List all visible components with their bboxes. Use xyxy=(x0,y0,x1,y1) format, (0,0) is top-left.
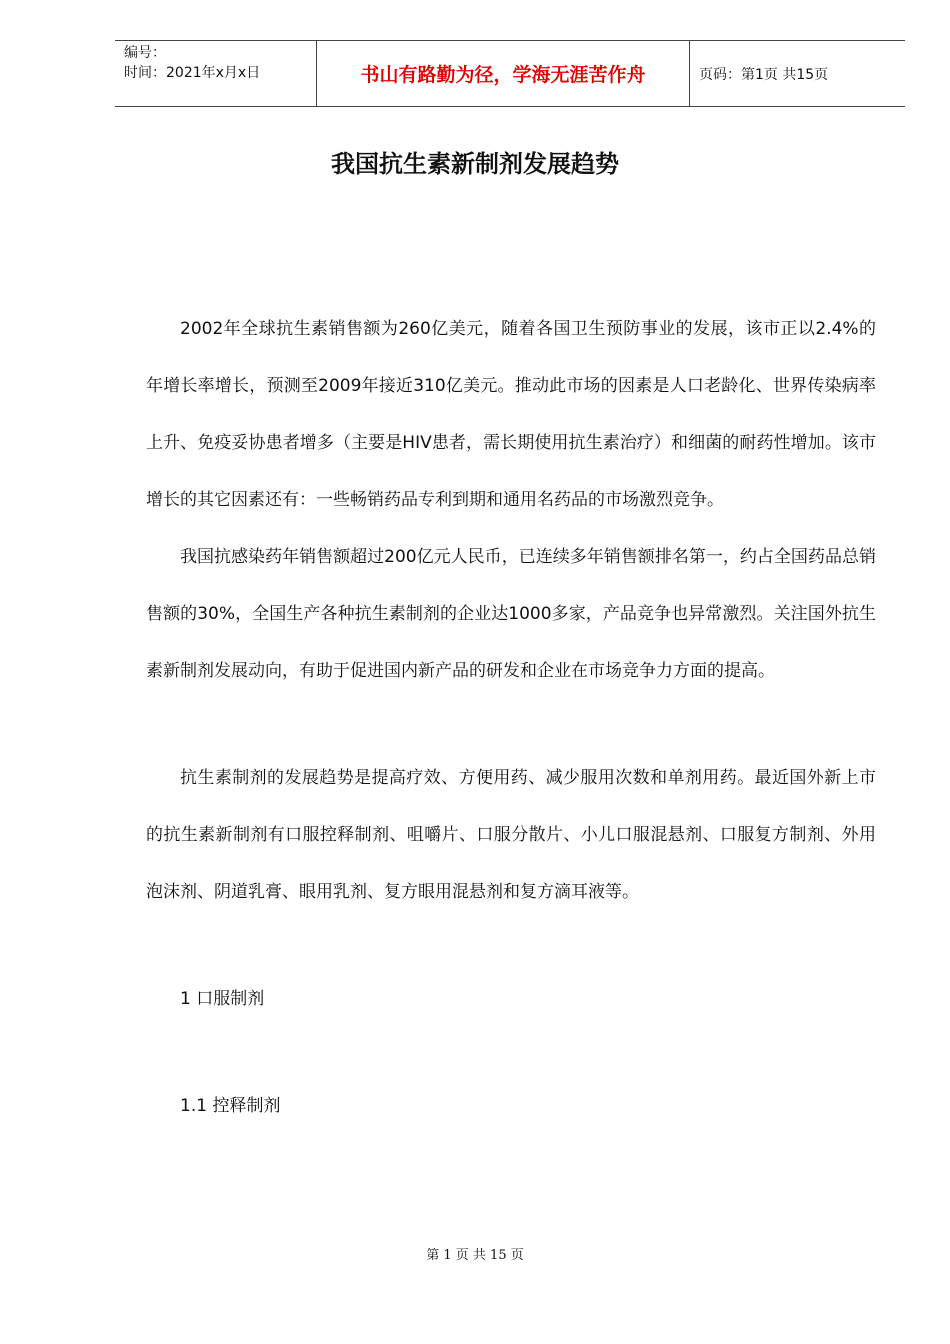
header-left-cell xyxy=(115,41,316,106)
page-header xyxy=(115,40,905,107)
header-motto: 书山有路勤为径，学海无涯苦作舟 xyxy=(316,41,690,106)
page-footer: 第 1 页 共 15 页 xyxy=(426,1248,524,1263)
paragraph: 我国抗感染药年销售额超过200亿元人民币，已连续多年销售额排名第一，约占全国药品总销售额的30%，全国生产各种抗生素制剂的企业达1000多家，产品竞争也异常激烈。关注国外抗生素新制剂发展动向，有助于促进国内新产品的研发和企业在市场竞争力方面的提高。 xyxy=(146,547,876,681)
paragraph: 抗生素制剂的发展趋势是提高疗效、方便用药、减少服用次数和单剂用药。最近国外新上市的抗生素新制剂有口服控释制剂、咀嚼片、口服分散片、小儿口服混悬剂、口服复方制剂、外用泡沫剂、阴道乳膏、眼用乳剂、复方眼用混悬剂和复方滴耳液等。 xyxy=(146,768,876,902)
section-heading-1: 1 口服制剂 xyxy=(180,989,265,1009)
spacer xyxy=(146,700,876,750)
section-heading-1-1: 1.1 控释制剂 xyxy=(180,1096,281,1116)
spacer xyxy=(146,1028,876,1078)
header-page-info: 页码：第1页 共15页 xyxy=(699,66,829,83)
spacer xyxy=(146,921,876,971)
time-label: 时间：2021年x月x日 xyxy=(124,65,261,81)
paragraph: 2002年全球抗生素销售额为260亿美元，随着各国卫生预防事业的发展，该市正以2.4%的年增长率增长，预测至2009年接近310亿美元。推动此市场的因素是人口老龄化、世界传染病率上升、免疫妥协患者增多（主要是HIV患者，需长期使用抗生素治疗）和细菌的耐药性增加。该市增长的其它因素还有：一些畅销药品专利到期和通用名药品的市场激烈竞争。 xyxy=(146,319,876,510)
document-title: 我国抗生素新制剂发展趋势 xyxy=(331,149,619,178)
serial-number-label: 编号： xyxy=(124,45,166,61)
document-body xyxy=(146,301,876,1135)
